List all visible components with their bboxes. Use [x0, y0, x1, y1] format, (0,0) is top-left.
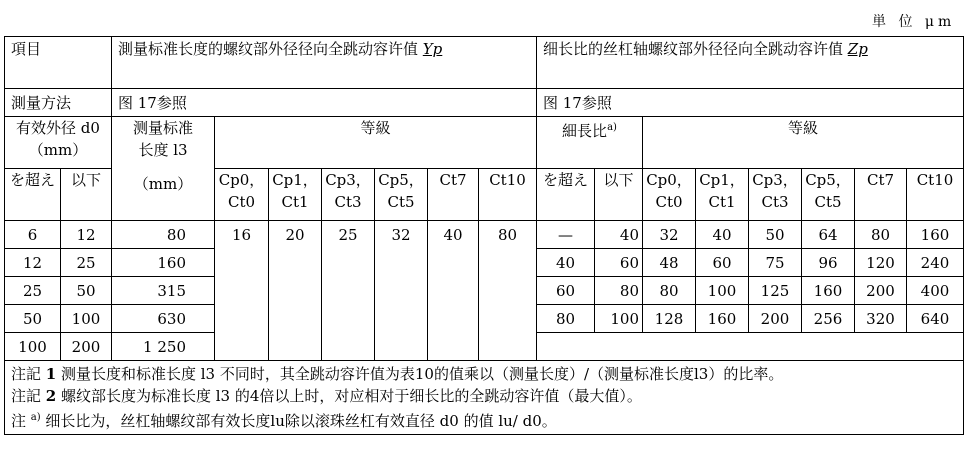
- cell: 80: [479, 221, 537, 361]
- cell: 120: [855, 249, 907, 277]
- cell: 128: [643, 305, 696, 333]
- cell: 100: [5, 333, 61, 361]
- cell: 160: [907, 221, 964, 249]
- grade-col-y: Ct10: [479, 169, 537, 221]
- cell: 80: [112, 221, 215, 249]
- cell: 1 250: [112, 333, 215, 361]
- cell: 80: [537, 305, 595, 333]
- cell: 160: [802, 277, 855, 305]
- cell: —: [537, 221, 595, 249]
- cell: 40: [696, 221, 749, 249]
- grade-col-z: Ct10: [907, 169, 964, 221]
- cell: 25: [5, 277, 61, 305]
- cell: 200: [749, 305, 802, 333]
- cell: 20: [269, 221, 322, 361]
- cell: 80: [855, 221, 907, 249]
- cell: 50: [5, 305, 61, 333]
- cell: 50: [749, 221, 802, 249]
- table-row: [5, 221, 964, 249]
- grade-header-z: 等級: [643, 117, 964, 169]
- cell: 12: [5, 249, 61, 277]
- method-ref-z: 图 17参照: [537, 89, 964, 117]
- method-label: 測量方法: [5, 89, 112, 117]
- cell: 96: [802, 249, 855, 277]
- grade-col-z: Cp5， Ct5: [802, 169, 855, 221]
- method-ref-y: 图 17参照: [112, 89, 537, 117]
- under-label: 以下: [61, 169, 112, 221]
- cell: 6: [5, 221, 61, 249]
- cell: 100: [595, 305, 643, 333]
- z-title: 细长比的丝杠轴螺纹部外径径向全跳动容许值 Zp: [537, 37, 964, 89]
- cell: 320: [855, 305, 907, 333]
- grade-col-y: Cp1， Ct1: [269, 169, 322, 221]
- grade-col-y: Cp5， Ct5: [375, 169, 428, 221]
- grade-col-z: Cp1， Ct1: [696, 169, 749, 221]
- note-2: 注記 2 螺纹部长度为标准长度 l3 的4倍以上时，对应相对于细长比的全跳动容许值（最大值）。: [11, 387, 642, 405]
- over-label-z: を超え: [537, 169, 595, 221]
- cell: 315: [112, 277, 215, 305]
- std-length-header: 测量标准 长度 l3 （mm）: [112, 117, 215, 221]
- grade-col-y: Cp0， Ct0: [215, 169, 269, 221]
- grade-header-y: 等級: [215, 117, 537, 169]
- over-label: を超え: [5, 169, 61, 221]
- cell: 80: [643, 277, 696, 305]
- cell: 25: [61, 249, 112, 277]
- cell: 25: [322, 221, 375, 361]
- cell: 200: [61, 333, 112, 361]
- cell: 50: [61, 277, 112, 305]
- cell: 40: [428, 221, 479, 361]
- cell: 32: [375, 221, 428, 361]
- unit-label: 単 位 μm: [872, 14, 956, 30]
- under-label-z: 以下: [595, 169, 643, 221]
- grade-col-z: Cp0， Ct0: [643, 169, 696, 221]
- cell: 64: [802, 221, 855, 249]
- note-a: 注 $^{a)}$ 细长比为，丝杠轴螺纹部有效长度lu除以滚珠丝杠有效直径 d0 的值 lu/ d0。: [11, 412, 557, 430]
- grade-col-z: Cp3， Ct3: [749, 169, 802, 221]
- cell: 640: [907, 305, 964, 333]
- cell: 160: [112, 249, 215, 277]
- cell: 16: [215, 221, 269, 361]
- cell: 256: [802, 305, 855, 333]
- grade-col-y: Ct7: [428, 169, 479, 221]
- cell: 48: [643, 249, 696, 277]
- cell: 60: [595, 249, 643, 277]
- cell: 240: [907, 249, 964, 277]
- grade-col-z: Ct7: [855, 169, 907, 221]
- cell: [537, 333, 964, 361]
- cell: 160: [696, 305, 749, 333]
- cell: 100: [61, 305, 112, 333]
- cell: 32: [643, 221, 696, 249]
- cell: 40: [595, 221, 643, 249]
- cell: 40: [537, 249, 595, 277]
- runout-table: [4, 36, 964, 435]
- slenderness-header: 細長比$^{a)}$: [537, 117, 643, 169]
- cell: 12: [61, 221, 112, 249]
- eff-diameter-header: 有效外径 d0 （mm）: [5, 117, 112, 169]
- cell: 60: [537, 277, 595, 305]
- cell: 630: [112, 305, 215, 333]
- cell: 60: [696, 249, 749, 277]
- grade-col-y: Cp3， Ct3: [322, 169, 375, 221]
- cell: 80: [595, 277, 643, 305]
- cell: 125: [749, 277, 802, 305]
- cell: 400: [907, 277, 964, 305]
- notes-block: [5, 361, 964, 435]
- note-1: 注記 1 测量长度和标准长度 l3 不同时，其全跳动容许值为表10的值乘以（测量长度）/（测量标准长度l3）的比率。: [11, 365, 784, 383]
- cell: 75: [749, 249, 802, 277]
- item-label: 項目: [5, 37, 112, 89]
- cell: 100: [696, 277, 749, 305]
- cell: 200: [855, 277, 907, 305]
- y-title: 測量标准长度的螺纹部外径径向全跳动容许值 Yp: [112, 37, 537, 89]
